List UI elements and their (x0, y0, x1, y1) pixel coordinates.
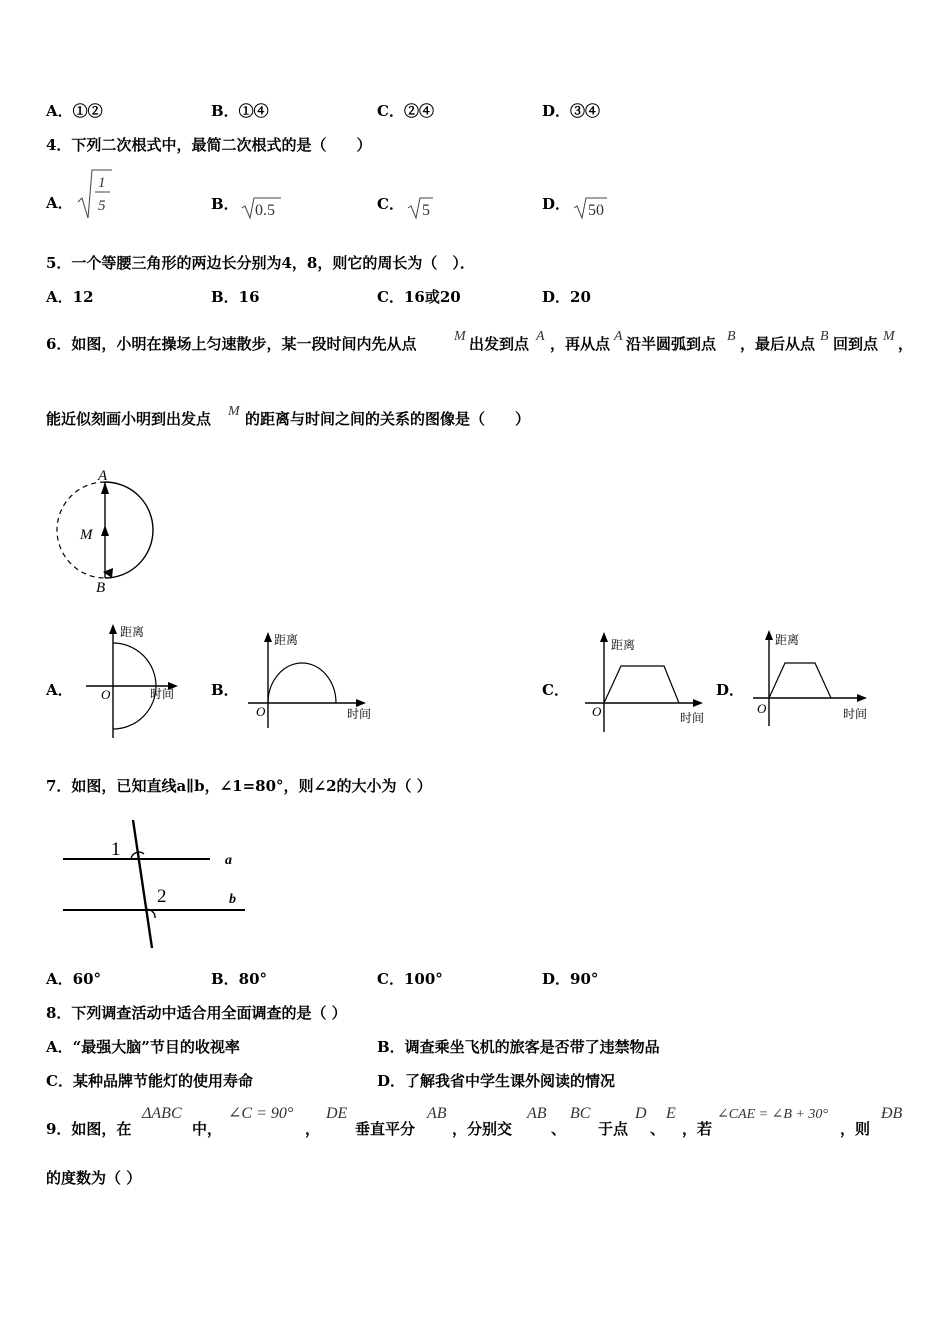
q5-option-d: D．20 (542, 288, 591, 306)
q9-math-e: E (666, 1105, 676, 1122)
q4-label-d: D． (542, 195, 571, 213)
q9-math-condition: ∠CAE = ∠B + 30° (717, 1107, 828, 1122)
q6-text-4: 沿半圆弧到点 (626, 335, 717, 353)
q9-math-angle-b: ÐB (881, 1105, 903, 1122)
q7-option-c: C．100° (377, 970, 443, 988)
q4-stem: 4．下列二次根式中，最简二次根式的是（ ） (46, 136, 372, 154)
q6-b-xlabel: 时间 (347, 707, 372, 721)
q4-sqrt-c (407, 196, 435, 220)
q6-text-3: ，再从点 (550, 335, 611, 353)
q4-a-numerator: 1 (98, 175, 106, 191)
q8-stem: 8．下列调查活动中适合用全面调查的是（ ） (46, 1004, 347, 1022)
q6-a-ylabel: 距离 (120, 625, 145, 639)
q6-fig-label-m: M (80, 527, 93, 543)
q9-text-2: 中， (192, 1120, 223, 1138)
q4-a-denominator: 5 (98, 198, 106, 214)
q9-math-angle-c: ∠C = 90° (228, 1105, 294, 1122)
q8-option-a: A．“最强大脑”节目的收视率 (46, 1038, 240, 1056)
q7-parallel-lines-figure (60, 818, 250, 953)
q6-graph-a (82, 622, 182, 740)
q9-math-de: DE (326, 1105, 348, 1122)
q6-d-ylabel: 距离 (775, 633, 800, 647)
q7-line-b-label: b (229, 892, 236, 907)
q3-option-d: D．③④ (542, 102, 601, 120)
q6-line2-var-m: M (228, 404, 240, 419)
q9-line2: 的度数为（ ） (46, 1169, 142, 1187)
q6-var-a: A (536, 329, 545, 344)
q4-c-value: 5 (422, 202, 430, 219)
q5-option-a: A．12 (46, 288, 94, 306)
q6-text-5: ，最后从点 (740, 335, 816, 353)
q8-option-d: D．了解我省中学生课外阅读的情况 (377, 1072, 616, 1090)
q9-text-8: 、 (650, 1120, 666, 1138)
q7-option-d: D．90° (542, 970, 599, 988)
q6-b-ylabel: 距离 (274, 633, 299, 647)
q6-fig-label-a: A (98, 468, 108, 484)
q4-d-value: 50 (588, 202, 604, 219)
q8-option-b: B．调查乘坐飞机的旅客是否带了违禁物品 (377, 1038, 660, 1056)
q6-text-1: 6．如图，小明在操场上匀速散步，某一段时间内先从点 (46, 335, 417, 353)
q4-b-value: 0.5 (255, 202, 275, 219)
q7-option-a: A．60° (46, 970, 102, 988)
q7-option-b: B．80° (211, 970, 268, 988)
q6-option-d: D． (716, 681, 745, 699)
q6-d-origin: O (757, 701, 767, 716)
q6-var-a2: A (614, 329, 623, 344)
q6-c-xlabel: 时间 (680, 711, 705, 725)
q9-math-bc: BC (570, 1105, 591, 1122)
q6-option-c: C． (542, 681, 569, 699)
q4-sqrt-d (573, 196, 609, 220)
q6-a-xlabel: 时间 (150, 687, 175, 701)
q9-math-ab2: AB (527, 1105, 547, 1122)
q7-angle-1-label: 1 (111, 839, 121, 860)
q6-b-origin: O (256, 704, 266, 719)
q5-option-b: B．16 (211, 288, 260, 306)
q9-text-10: ，则 (840, 1120, 871, 1138)
q6-text-2: 出发到点 (469, 335, 530, 353)
q6-fig-label-b: B (96, 580, 106, 596)
q6-d-xlabel: 时间 (843, 707, 868, 721)
q4-label-c: C． (377, 195, 404, 213)
q3-option-b: B．①④ (211, 102, 269, 120)
q3-option-a: A．①② (46, 102, 103, 120)
q9-math-ab: AB (427, 1105, 447, 1122)
q4-label-b: B． (211, 195, 239, 213)
q7-angle-2-label: 2 (157, 886, 167, 907)
q4-sqrt-b (241, 196, 281, 220)
q5-option-c: C．16或20 (377, 288, 461, 306)
q7-line-a-label: a (225, 853, 232, 868)
q4-sqrt-fraction (76, 168, 116, 220)
q4-label-a: A． (46, 194, 73, 212)
q8-option-c: C．某种品牌节能灯的使用寿命 (46, 1072, 253, 1090)
q6-text-6: 回到点 (833, 335, 879, 353)
q6-var-b: B (727, 329, 736, 344)
q6-circle-figure (50, 468, 160, 596)
q6-var-m: M (454, 329, 466, 344)
q9-text-6: 、 (551, 1120, 567, 1138)
q6-graph-c (583, 630, 713, 734)
q3-option-c: C．②④ (377, 102, 434, 120)
q6-option-b: B． (211, 681, 239, 699)
q6-var-b2: B (820, 329, 829, 344)
q6-graph-d (751, 628, 881, 728)
q9-text-5: ，分别交 (452, 1120, 513, 1138)
q9-text-3: ， (305, 1120, 321, 1138)
q9-text-7: 于点 (598, 1120, 629, 1138)
q9-math-triangle: ΔABC (142, 1105, 182, 1122)
q9-text-1: 9．如图，在 (46, 1120, 132, 1138)
q7-stem: 7．如图，已知直线a∥b，∠1=80°，则∠2的大小为（ ） (46, 777, 432, 795)
q6-c-ylabel: 距离 (611, 638, 636, 652)
q9-text-9: ，若 (682, 1120, 713, 1138)
q6-var-m2: M (883, 329, 895, 344)
q6-line2-text-1: 能近似刻画小明到出发点 (46, 410, 212, 428)
q6-text-7: ， (898, 335, 914, 353)
q6-a-origin: O (101, 687, 111, 702)
q9-text-4: 垂直平分 (355, 1120, 416, 1138)
q6-c-origin: O (592, 704, 602, 719)
q5-stem: 5．一个等腰三角形的两边长分别为4，8，则它的周长为（ ）． (46, 254, 475, 272)
q6-option-a: A． (46, 681, 73, 699)
q9-math-d: D (635, 1105, 647, 1122)
q6-graph-b (246, 630, 376, 730)
q6-line2-text-2: 的距离与时间之间的关系的图像是（ ） (245, 410, 531, 428)
